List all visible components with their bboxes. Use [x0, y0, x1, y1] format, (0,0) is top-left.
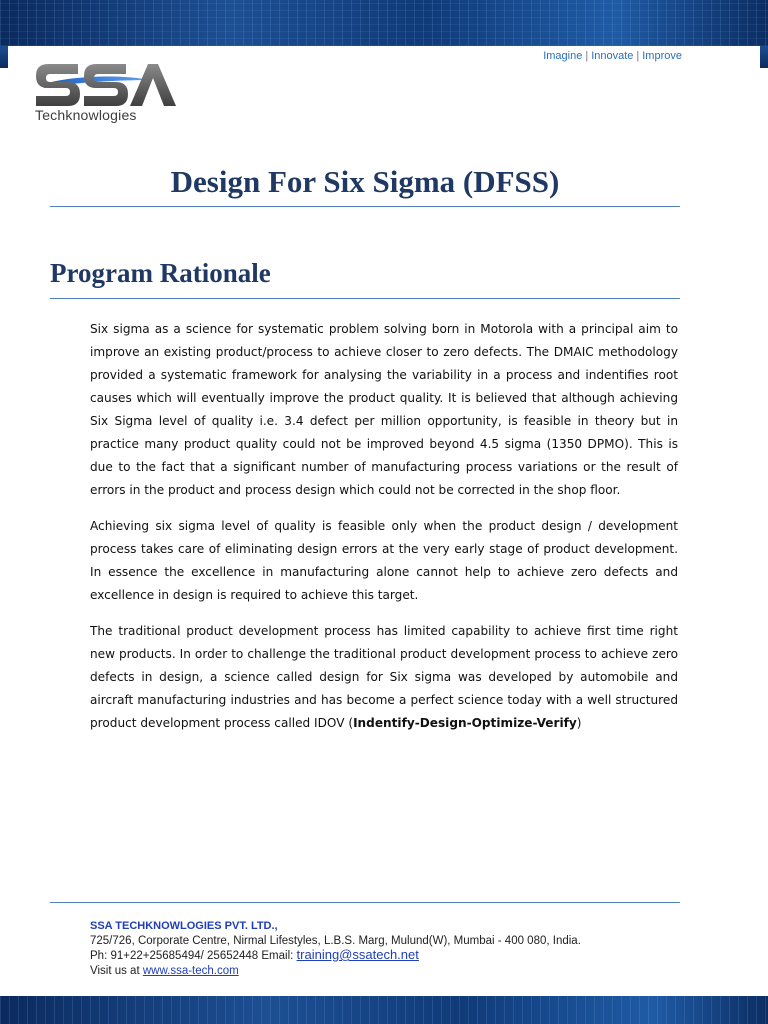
- footer-email-link[interactable]: training@ssatech.net: [296, 947, 419, 962]
- tagline-improve: Improve: [642, 50, 682, 62]
- footer-visit: [90, 964, 690, 979]
- footer-phone: Ph: 91+22+25685494/ 25652448 Email:: [90, 950, 297, 962]
- footer-company: SSA TECHKNOWLOGIES PVT. LTD.,: [90, 920, 278, 932]
- footer-contact: [90, 948, 690, 964]
- paragraph-1: Six sigma as a science for systematic problem solving born in Motorola with a principal aim to improve an existing product/process to achieve closer to zero defects. The DMAIC methodology provided a systematic framework for analysing the variability in a process and indentifies root causes which will eventually improve the product quality. It is believed that although achieving Six Sigma level of quality i.e. 3.4 defect per million opportunity, is feasible in theory but in practice many product quality could not be improved beyond 4.5 sigma (1350 DPMO). This is due to the fact that a significant number of manufacturing process variations or the result of errors in the product and process design which could not be corrected in the shop floor.: [90, 322, 678, 497]
- tagline-imagine: Imagine: [543, 50, 583, 62]
- paragraph-3-text: The traditional product development process has limited capability to achieve first time right new products. In order to challenge the traditional product development process to achieve zero defects in design, a science called design for Six sigma was developed by automobile and aircraft manufacturing industries and has become a perfect science today with a well structured product development process called IDOV (: [90, 624, 678, 730]
- footer-divider: [50, 902, 680, 903]
- section-heading: Program Rationale: [50, 258, 271, 288]
- header-strip-left: [0, 46, 8, 68]
- logo-subtitle: Techknowlogies: [35, 107, 137, 123]
- section-divider: [50, 298, 680, 299]
- body-text: [90, 318, 678, 748]
- tagline-separator: |: [585, 50, 589, 62]
- paragraph-3: [90, 620, 678, 735]
- header-banner: [0, 0, 768, 46]
- tagline: [543, 50, 682, 62]
- idov-expansion: Indentify-Design-Optimize-Verify: [353, 716, 577, 730]
- footer-visit-label: Visit us at: [90, 964, 143, 977]
- title-divider: [50, 206, 680, 207]
- tagline-separator: |: [636, 50, 640, 62]
- footer: [90, 919, 690, 978]
- paragraph-3-end: ): [576, 716, 582, 730]
- paragraph-2: Achieving six sigma level of quality is feasible only when the product design / development process takes care of eliminating design errors at the very early stage of product development. In essence the excellence in manufacturing alone cannot help to achieve zero defects and excellence in design is required to achieve this target.: [90, 519, 678, 602]
- footer-website-link[interactable]: www.ssa-tech.com: [142, 964, 239, 977]
- footer-address: 725/726, Corporate Centre, Nirmal Lifestyles, L.B.S. Marg, Mulund(W), Mumbai - 400 080, India.: [90, 934, 581, 947]
- header-strip-right: [760, 46, 768, 68]
- document-title: Design For Six Sigma (DFSS): [170, 164, 560, 199]
- footer-banner: [0, 996, 768, 1024]
- tagline-innovate: Innovate: [591, 50, 634, 62]
